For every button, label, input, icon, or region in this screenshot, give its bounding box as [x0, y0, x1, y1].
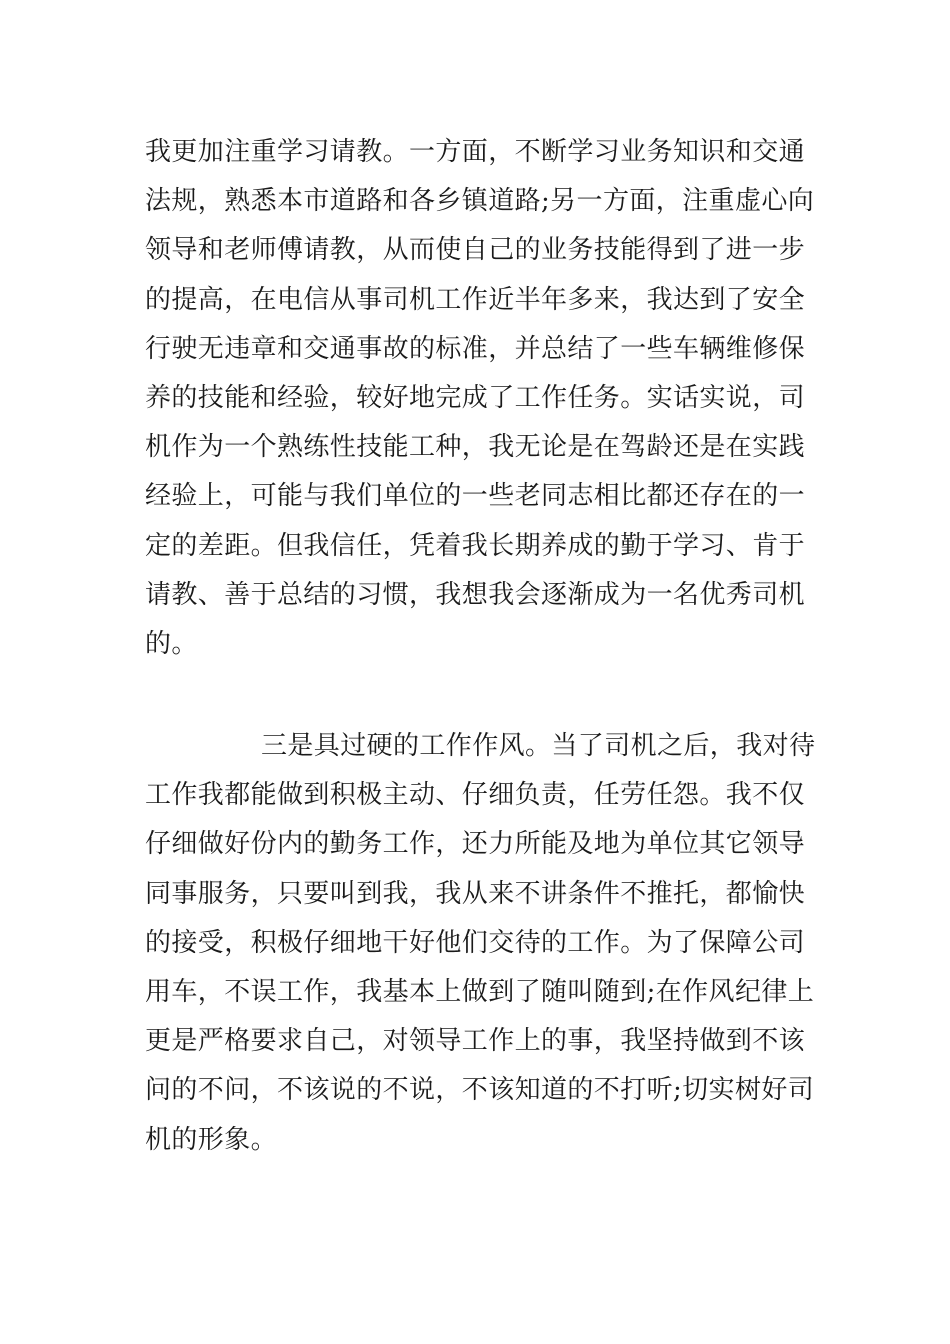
text-line: 用车，不误工作，我基本上做到了随叫随到;在作风纪律上 [145, 977, 815, 1008]
text-line: 仔细做好份内的勤务工作，还力所能及地为单位其它领导 [145, 829, 806, 860]
text-line: 法规，熟悉本市道路和各乡镇道路;另一方面，注重虚心向 [145, 186, 815, 217]
text-line: 的接受，积极仔细地干好他们交待的工作。为了保障公司 [145, 927, 806, 958]
text-line: 的。 [145, 629, 198, 660]
text-line: 工作我都能做到积极主动、仔细负责，任劳任怨。我不仅 [145, 780, 806, 811]
text-line: 定的差距。但我信任，凭着我长期养成的勤于学习、肯于 [145, 530, 806, 561]
text-line: 更是严格要求自己，对领导工作上的事，我坚持做到不该 [145, 1026, 806, 1057]
text-line: 机作为一个熟练性技能工种，我无论是在驾龄还是在实践 [145, 432, 806, 463]
text-line: 同事服务，只要叫到我，我从来不讲条件不推托，都愉快 [145, 878, 806, 909]
paragraph-2 [145, 722, 815, 1165]
text-line: 养的技能和经验，较好地完成了工作任务。实话实说，司 [145, 383, 806, 414]
text-line: 经验上，可能与我们单位的一些老同志相比都还存在的一 [145, 481, 806, 512]
text-line: 我更加注重学习请教。一方面，不断学习业务知识和交通 [145, 137, 806, 167]
text-line: 行驶无违章和交通事故的标准，并总结了一些车辆维修保 [145, 333, 806, 364]
text-line: 问的不问，不该说的不说，不该知道的不打听;切实树好司 [145, 1075, 815, 1106]
text-line: 领导和老师傅请教，从而使自己的业务技能得到了进一步 [145, 235, 806, 266]
text-line: 请教、善于总结的习惯，我想我会逐渐成为一名优秀司机 [145, 579, 806, 610]
text-line: 机的形象。 [145, 1124, 278, 1155]
paragraph-1 [145, 128, 815, 669]
text-line-indented: 三是具过硬的工作作风。当了司机之后，我对待 [261, 731, 816, 761]
text-line: 的提高，在电信从事司机工作近半年多来，我达到了安全 [145, 284, 806, 315]
